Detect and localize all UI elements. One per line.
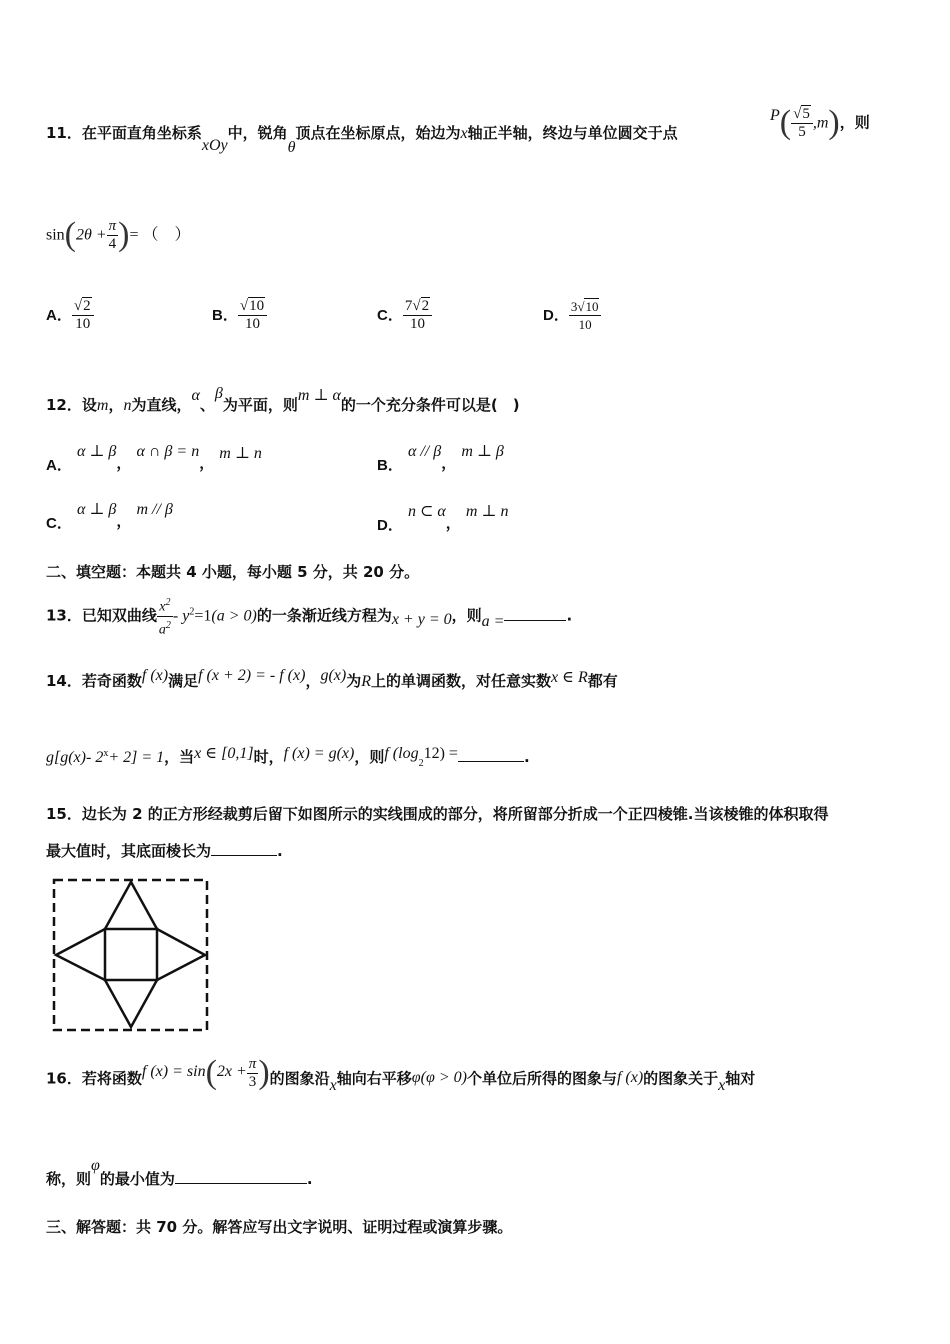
q11-option-b[interactable]: B． $\frac{√10}{10}$ (212, 298, 267, 333)
triangle-left (56, 929, 105, 980)
q11-expression: sin(2θ + $\frac{\pi}{4}$ )= （ ） (46, 216, 191, 253)
answer-blank[interactable] (458, 761, 524, 762)
q11-option-a[interactable]: A． $\frac{√2}{10}$ (46, 298, 94, 333)
q15-line2: 最大值时，其底面棱长为 . (46, 842, 283, 860)
question-number: 12． (46, 396, 82, 414)
fraction-sqrt5-over-5: $\frac{√5}{5}$ (791, 106, 813, 141)
q11-stem: 11．在平面直角坐标系xOy中，锐角θ顶点在坐标原点，始边为x轴正半轴，终边与单位圆交于点 (46, 124, 678, 156)
q11-point-p: P( $\frac{√5}{5}$ ,m)，则 (770, 104, 870, 141)
triangle-bottom (105, 980, 157, 1027)
q13-stem: 13．已知双曲线 $\frac{x^2}{a^2}$ - $y^2=1(a > 0)$的一条渐近线方程为x + y = 0，则a = . (46, 594, 572, 638)
fraction-x2-over-a2: $\frac{x^2}{a^2}$ (157, 594, 173, 638)
q16-line2: 称，则φ的最小值为 . (46, 1157, 313, 1188)
q11-option-c[interactable]: C． $\frac{7√2}{10}$ (377, 298, 432, 333)
question-number: 11． (46, 124, 82, 142)
fraction-pi-over-4: $\frac{\pi}{4}$ (108, 217, 117, 252)
triangle-top (105, 882, 157, 929)
q16-stem: 16．若将函数f (x) = sin(2x + $\frac{\pi}{3}$ )的图象沿x轴向右平移φ(φ > 0)个单位后所得的图象与f (x)的图象关于x轴对 (46, 1054, 756, 1094)
answer-blank[interactable] (504, 620, 566, 621)
q14-stem: 14．若奇函数f (x)满足f (x + 2) = - f (x)，g(x)为R上的单调函数，对任意实数x ∈ R都有 (46, 667, 618, 690)
answer-blank[interactable] (211, 855, 277, 856)
question-number: 16． (46, 1069, 82, 1088)
q12-option-d[interactable]: D． n ⊂ α， m ⊥ n (377, 503, 509, 534)
q11-option-d[interactable]: D． $\frac{3√10}{10}$ (543, 298, 601, 333)
pyramid-net-figure (48, 874, 214, 1036)
answer-blank[interactable] (175, 1183, 307, 1184)
section-three-heading: 三、解答题：共 70 分。解答应写出文字说明、证明过程或演算步骤。 (46, 1218, 513, 1236)
q12-stem: 12．设m，n为直线，α、β为平面，则m ⊥ α的一个充分条件可以是( ) (46, 385, 520, 414)
q14-condition: g[g(x)- $2^x+ 2] = 1$，当x ∈ [0,1]时，f (x) = g(x)，则f $(\log_212)$ = . (46, 745, 530, 769)
section-two-heading: 二、填空题：本题共 4 小题，每小题 5 分，共 20 分。 (46, 563, 420, 581)
triangle-right (157, 929, 205, 980)
q12-option-c[interactable]: C． α ⊥ β， m // β (46, 501, 173, 532)
inner-square (105, 929, 157, 980)
coordinate-system: xOy (201, 137, 228, 154)
dashed-square (54, 880, 207, 1030)
question-number: 13． (46, 606, 82, 625)
q15-line1: 15．边长为 2 的正方形经裁剪后留下如图所示的实线围成的部分，将所留部分折成一个正四棱锥.当该棱锥的体积取得 (46, 805, 829, 823)
q12-option-a[interactable]: A． α ⊥ β， α ∩ β = n， m ⊥ n (46, 443, 262, 474)
angle-theta: θ (287, 139, 296, 156)
fraction-pi-over-3: $\frac{\pi}{3}$ (248, 1055, 257, 1090)
question-number: 14． (46, 672, 82, 690)
q12-option-b[interactable]: B． α // β， m ⊥ β (377, 443, 504, 474)
